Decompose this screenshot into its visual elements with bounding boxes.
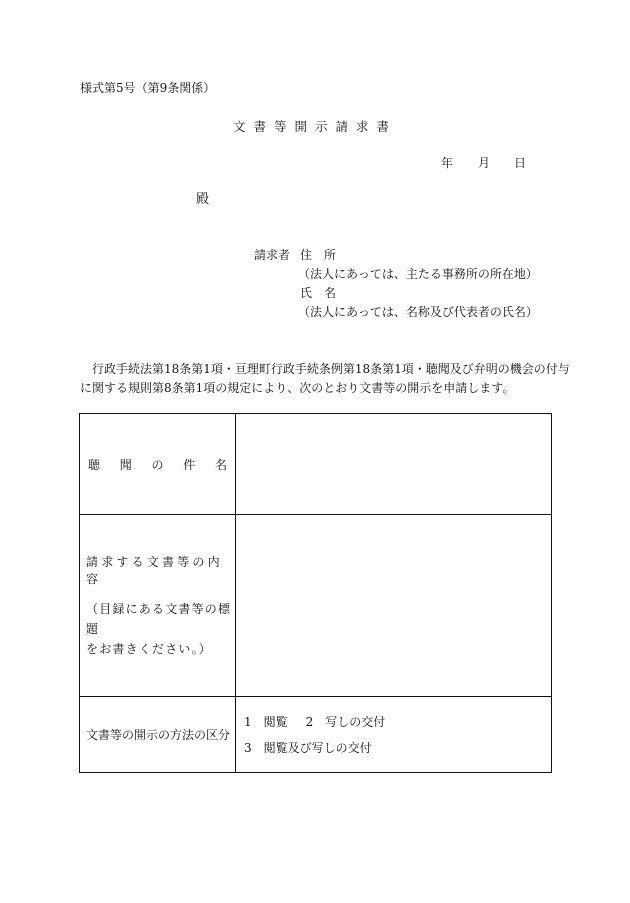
method-label: 文書等の開示の方法の区分 bbox=[80, 697, 236, 773]
request-statement bbox=[80, 360, 570, 398]
requester-address-note: （法人にあっては、主たる事務所の所在地） bbox=[298, 267, 538, 281]
contents-label: 請求する文書等の内容 bbox=[86, 554, 223, 586]
date-year-label: 年 bbox=[441, 156, 454, 170]
contents-field[interactable] bbox=[236, 515, 552, 697]
addressee-suffix: 殿 bbox=[196, 192, 210, 207]
method-option-copy[interactable]: 2 写しの交付 bbox=[305, 714, 386, 729]
date-month-label: 月 bbox=[478, 156, 491, 170]
method-option-view[interactable]: 1 閲覧 bbox=[244, 714, 288, 729]
request-table bbox=[79, 413, 552, 773]
request-statement-line1: 行政手続法第18条第1項・亘理町行政手続条例第18条第1項・聴聞及び弁明の機会の付与 bbox=[92, 362, 570, 376]
method-option-view-and-copy[interactable]: 3 閲覧及び写しの交付 bbox=[244, 740, 372, 755]
hearing-subject-label bbox=[80, 414, 236, 515]
request-statement-line2: に関する規則第8条第1項の規定により、次のとおり文書等の開示を申請します。 bbox=[80, 381, 515, 395]
hearing-subject-row bbox=[80, 414, 552, 515]
contents-row bbox=[80, 515, 552, 697]
document-title: 文書等開示請求書 bbox=[232, 119, 397, 134]
requester-name-note: （法人にあっては、名称及び代表者の氏名） bbox=[298, 305, 538, 319]
contents-note-line1: （目録にある文書等の標題 bbox=[86, 601, 232, 636]
requester-address-label: 住 所 bbox=[300, 248, 337, 262]
date-day-label: 日 bbox=[514, 156, 527, 170]
hearing-subject-label-char: 聴 bbox=[88, 457, 101, 472]
hearing-subject-field[interactable] bbox=[236, 414, 552, 515]
contents-label-cell bbox=[80, 515, 236, 697]
hearing-subject-label-char: 聞 bbox=[119, 457, 132, 472]
requester-name-label: 氏 名 bbox=[300, 286, 337, 300]
form-number: 様式第5号（第9条関係） bbox=[80, 81, 216, 95]
hearing-subject-label-char: 名 bbox=[214, 457, 227, 472]
requester-label: 請求者 bbox=[254, 248, 291, 262]
contents-note-line2: をお書きください。） bbox=[86, 641, 213, 656]
hearing-subject-label-char: 件 bbox=[183, 457, 196, 472]
method-options bbox=[236, 697, 552, 773]
method-row bbox=[80, 697, 552, 773]
hearing-subject-label-char: の bbox=[151, 457, 164, 472]
